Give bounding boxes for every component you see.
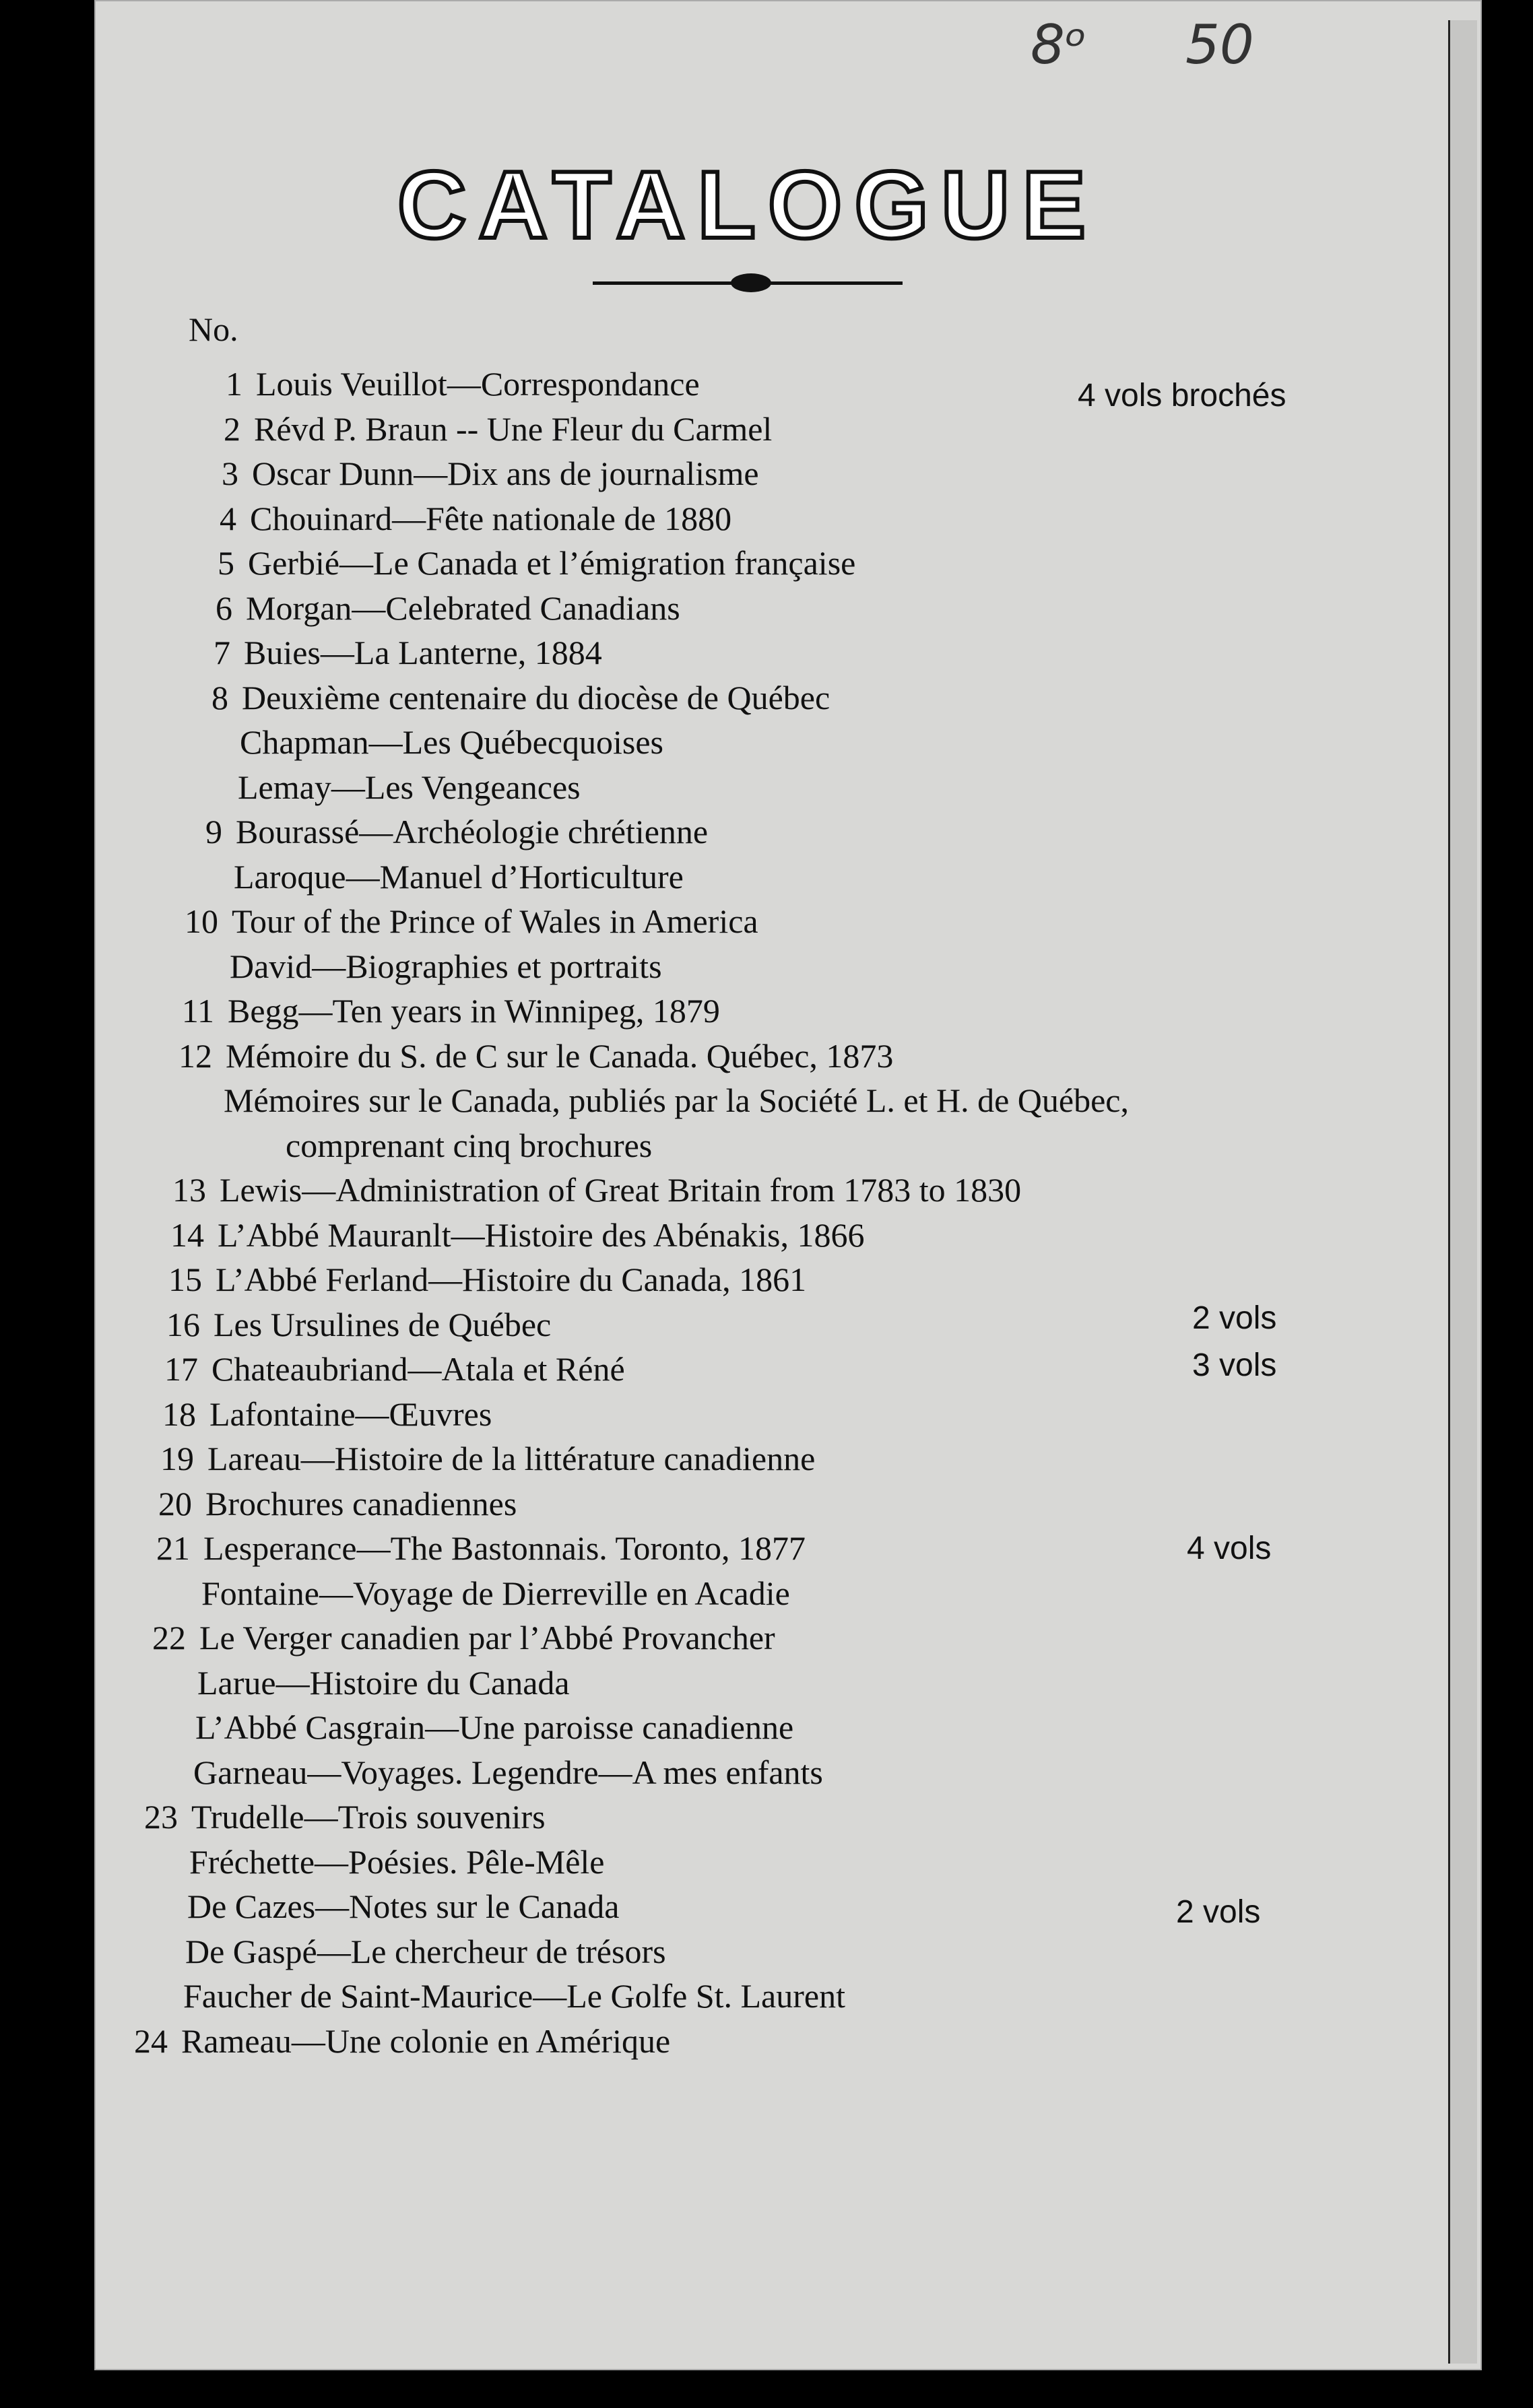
entry-number: 12 <box>178 1036 212 1075</box>
list-item <box>120 1886 619 1927</box>
list-item <box>144 1349 625 1389</box>
list-item <box>168 811 708 852</box>
entry-number: 17 <box>164 1350 198 1388</box>
list-item <box>187 409 772 449</box>
entry-text: Révd P. Braun -- Une Fleur du Carmel <box>254 409 773 448</box>
entry-text: Fontaine—Voyage de Dierreville en Acadie <box>201 1574 790 1612</box>
entry-text: De Cazes—Notes sur le Canada <box>187 1887 620 1925</box>
entry-number: 9 <box>205 813 222 850</box>
entry-text: comprenant cinq brochures <box>286 1126 653 1164</box>
list-item <box>116 1976 845 2016</box>
entry-text: Deuxième centenaire du diocèse de Québec <box>242 678 830 716</box>
entry-text: Oscar Dunn—Dix ans de journalisme <box>252 455 759 492</box>
list-item <box>174 677 830 718</box>
entry-number: 18 <box>162 1395 196 1433</box>
entry-number: 14 <box>170 1215 204 1254</box>
list-item <box>183 498 731 539</box>
list-item <box>148 1259 806 1300</box>
list-item <box>158 1036 893 1076</box>
entry-number: 22 <box>152 1619 186 1657</box>
entry-text: Mémoires sur le Canada, publiés par la Société L. et H. de Québec, <box>224 1081 1129 1119</box>
list-item <box>140 1438 815 1479</box>
entry-text: Chouinard—Fête nationale de 1880 <box>250 499 732 537</box>
entry-number: 23 <box>144 1798 178 1836</box>
entry-number: 15 <box>168 1261 202 1298</box>
vols-note: 4 vols <box>1187 1531 1272 1566</box>
list-item <box>134 1573 790 1613</box>
entry-text: L’Abbé Mauranlt—Histoire des Abénakis, 1866 <box>218 1215 865 1254</box>
entry-number: 7 <box>214 634 230 671</box>
handwritten-note-price: 50 <box>1185 13 1254 76</box>
list-item <box>178 588 680 628</box>
list-item <box>124 1797 546 1837</box>
entry-number: 24 <box>134 2021 168 2060</box>
list-item <box>166 857 684 897</box>
back-page-edge <box>1448 20 1477 2364</box>
entry-number: 4 <box>220 499 236 537</box>
entry-text: Tour of the Prince of Wales in America <box>232 902 758 940</box>
entry-text: Les Ursulines de Québec <box>214 1305 552 1343</box>
list-item <box>189 364 700 404</box>
list-item <box>172 722 663 762</box>
list-item <box>162 946 662 986</box>
entry-text: Morgan—Celebrated Canadians <box>246 589 680 627</box>
entry-number: 2 <box>224 409 240 448</box>
list-item <box>156 1080 1129 1121</box>
vols-note: 4 vols brochés <box>1078 378 1286 413</box>
entry-text: De Gaspé—Le chercheur de trésors <box>185 1932 666 1970</box>
entry-text: Lareau—Histoire de la littérature canadienne <box>207 1440 816 1477</box>
entry-text: Rameau—Une colonie en Amérique <box>181 2021 671 2060</box>
entry-text: Faucher de Saint-Maurice—Le Golfe St. Laurent <box>183 1977 845 2015</box>
list-item <box>128 1707 793 1747</box>
list-item <box>150 1215 865 1255</box>
entry-number: 16 <box>166 1305 200 1343</box>
entry-text: Garneau—Voyages. Legendre—A mes enfants <box>193 1753 823 1791</box>
list-item <box>218 1125 652 1166</box>
list-item <box>160 991 720 1031</box>
entry-number: 10 <box>185 902 218 940</box>
entry-text: Lesperance—The Bastonnais. Toronto, 1877 <box>203 1529 806 1567</box>
list-item <box>170 767 581 807</box>
entry-text: Begg—Ten years in Winnipeg, 1879 <box>228 992 720 1030</box>
list-item <box>114 2021 670 2061</box>
vols-note: 3 vols <box>1192 1347 1277 1383</box>
entry-number: 5 <box>218 544 234 582</box>
entry-text: Fréchette—Poésies. Pêle-Mêle <box>189 1842 605 1881</box>
handwritten-note-format: 8ᵒ <box>1031 13 1087 76</box>
entry-text: David—Biographies et portraits <box>230 947 662 985</box>
entry-number: 8 <box>211 678 228 716</box>
list-item <box>176 632 602 673</box>
list-item <box>122 1842 604 1882</box>
list-item <box>142 1394 492 1434</box>
entry-text: Chapman—Les Québecquoises <box>240 723 664 761</box>
entry-text: Lewis—Administration of Great Britain from 1783 to 1830 <box>220 1171 1022 1209</box>
entry-number: 20 <box>158 1484 192 1523</box>
entry-text: L’Abbé Casgrain—Une paroisse canadienne <box>195 1708 794 1746</box>
vols-note: 2 vols <box>1192 1300 1277 1336</box>
entry-text: Gerbié—Le Canada et l’émigration française <box>248 544 856 582</box>
entry-number: 11 <box>181 992 214 1030</box>
number-column-label: No. <box>189 310 238 348</box>
list-item <box>164 901 758 941</box>
entry-text: Mémoire du S. de C sur le Canada. Québec, 1873 <box>226 1036 894 1075</box>
entry-number: 1 <box>226 365 242 403</box>
entry-text: Brochures canadiennes <box>205 1484 517 1523</box>
list-item <box>136 1528 806 1568</box>
entry-text: Chateaubriand—Atala et Réné <box>211 1350 625 1388</box>
list-item <box>118 1931 666 1972</box>
entry-number: 21 <box>156 1529 190 1567</box>
list-item <box>132 1617 775 1658</box>
entry-text: Louis Veuillot—Correspondance <box>256 365 700 403</box>
entry-text: Lafontaine—Œuvres <box>209 1395 492 1433</box>
title-rule-ornament <box>731 273 771 292</box>
page-title: CATALOGUE <box>397 152 1099 259</box>
list-item <box>152 1170 1021 1210</box>
list-item <box>181 543 855 583</box>
entry-number: 6 <box>216 589 232 627</box>
entry-text: Buies—La Lanterne, 1884 <box>244 634 602 671</box>
list-item <box>146 1304 551 1345</box>
entry-text: Laroque—Manuel d’Horticulture <box>234 857 684 896</box>
entry-text: Trudelle—Trois souvenirs <box>191 1798 546 1836</box>
entry-text: Bourassé—Archéologie chrétienne <box>236 813 709 850</box>
list-item <box>138 1483 517 1524</box>
entry-number: 13 <box>172 1171 206 1209</box>
vols-note: 2 vols <box>1176 1894 1261 1930</box>
list-item <box>130 1663 570 1703</box>
entry-number: 3 <box>222 455 238 492</box>
entry-text: Lemay—Les Vengeances <box>238 768 581 806</box>
list-item <box>126 1752 823 1793</box>
list-item <box>185 453 759 494</box>
entry-text: Larue—Histoire du Canada <box>197 1663 570 1702</box>
entry-text: Le Verger canadien par l’Abbé Provancher <box>199 1619 775 1657</box>
entry-text: L’Abbé Ferland—Histoire du Canada, 1861 <box>216 1261 807 1298</box>
entry-number: 19 <box>160 1440 194 1477</box>
